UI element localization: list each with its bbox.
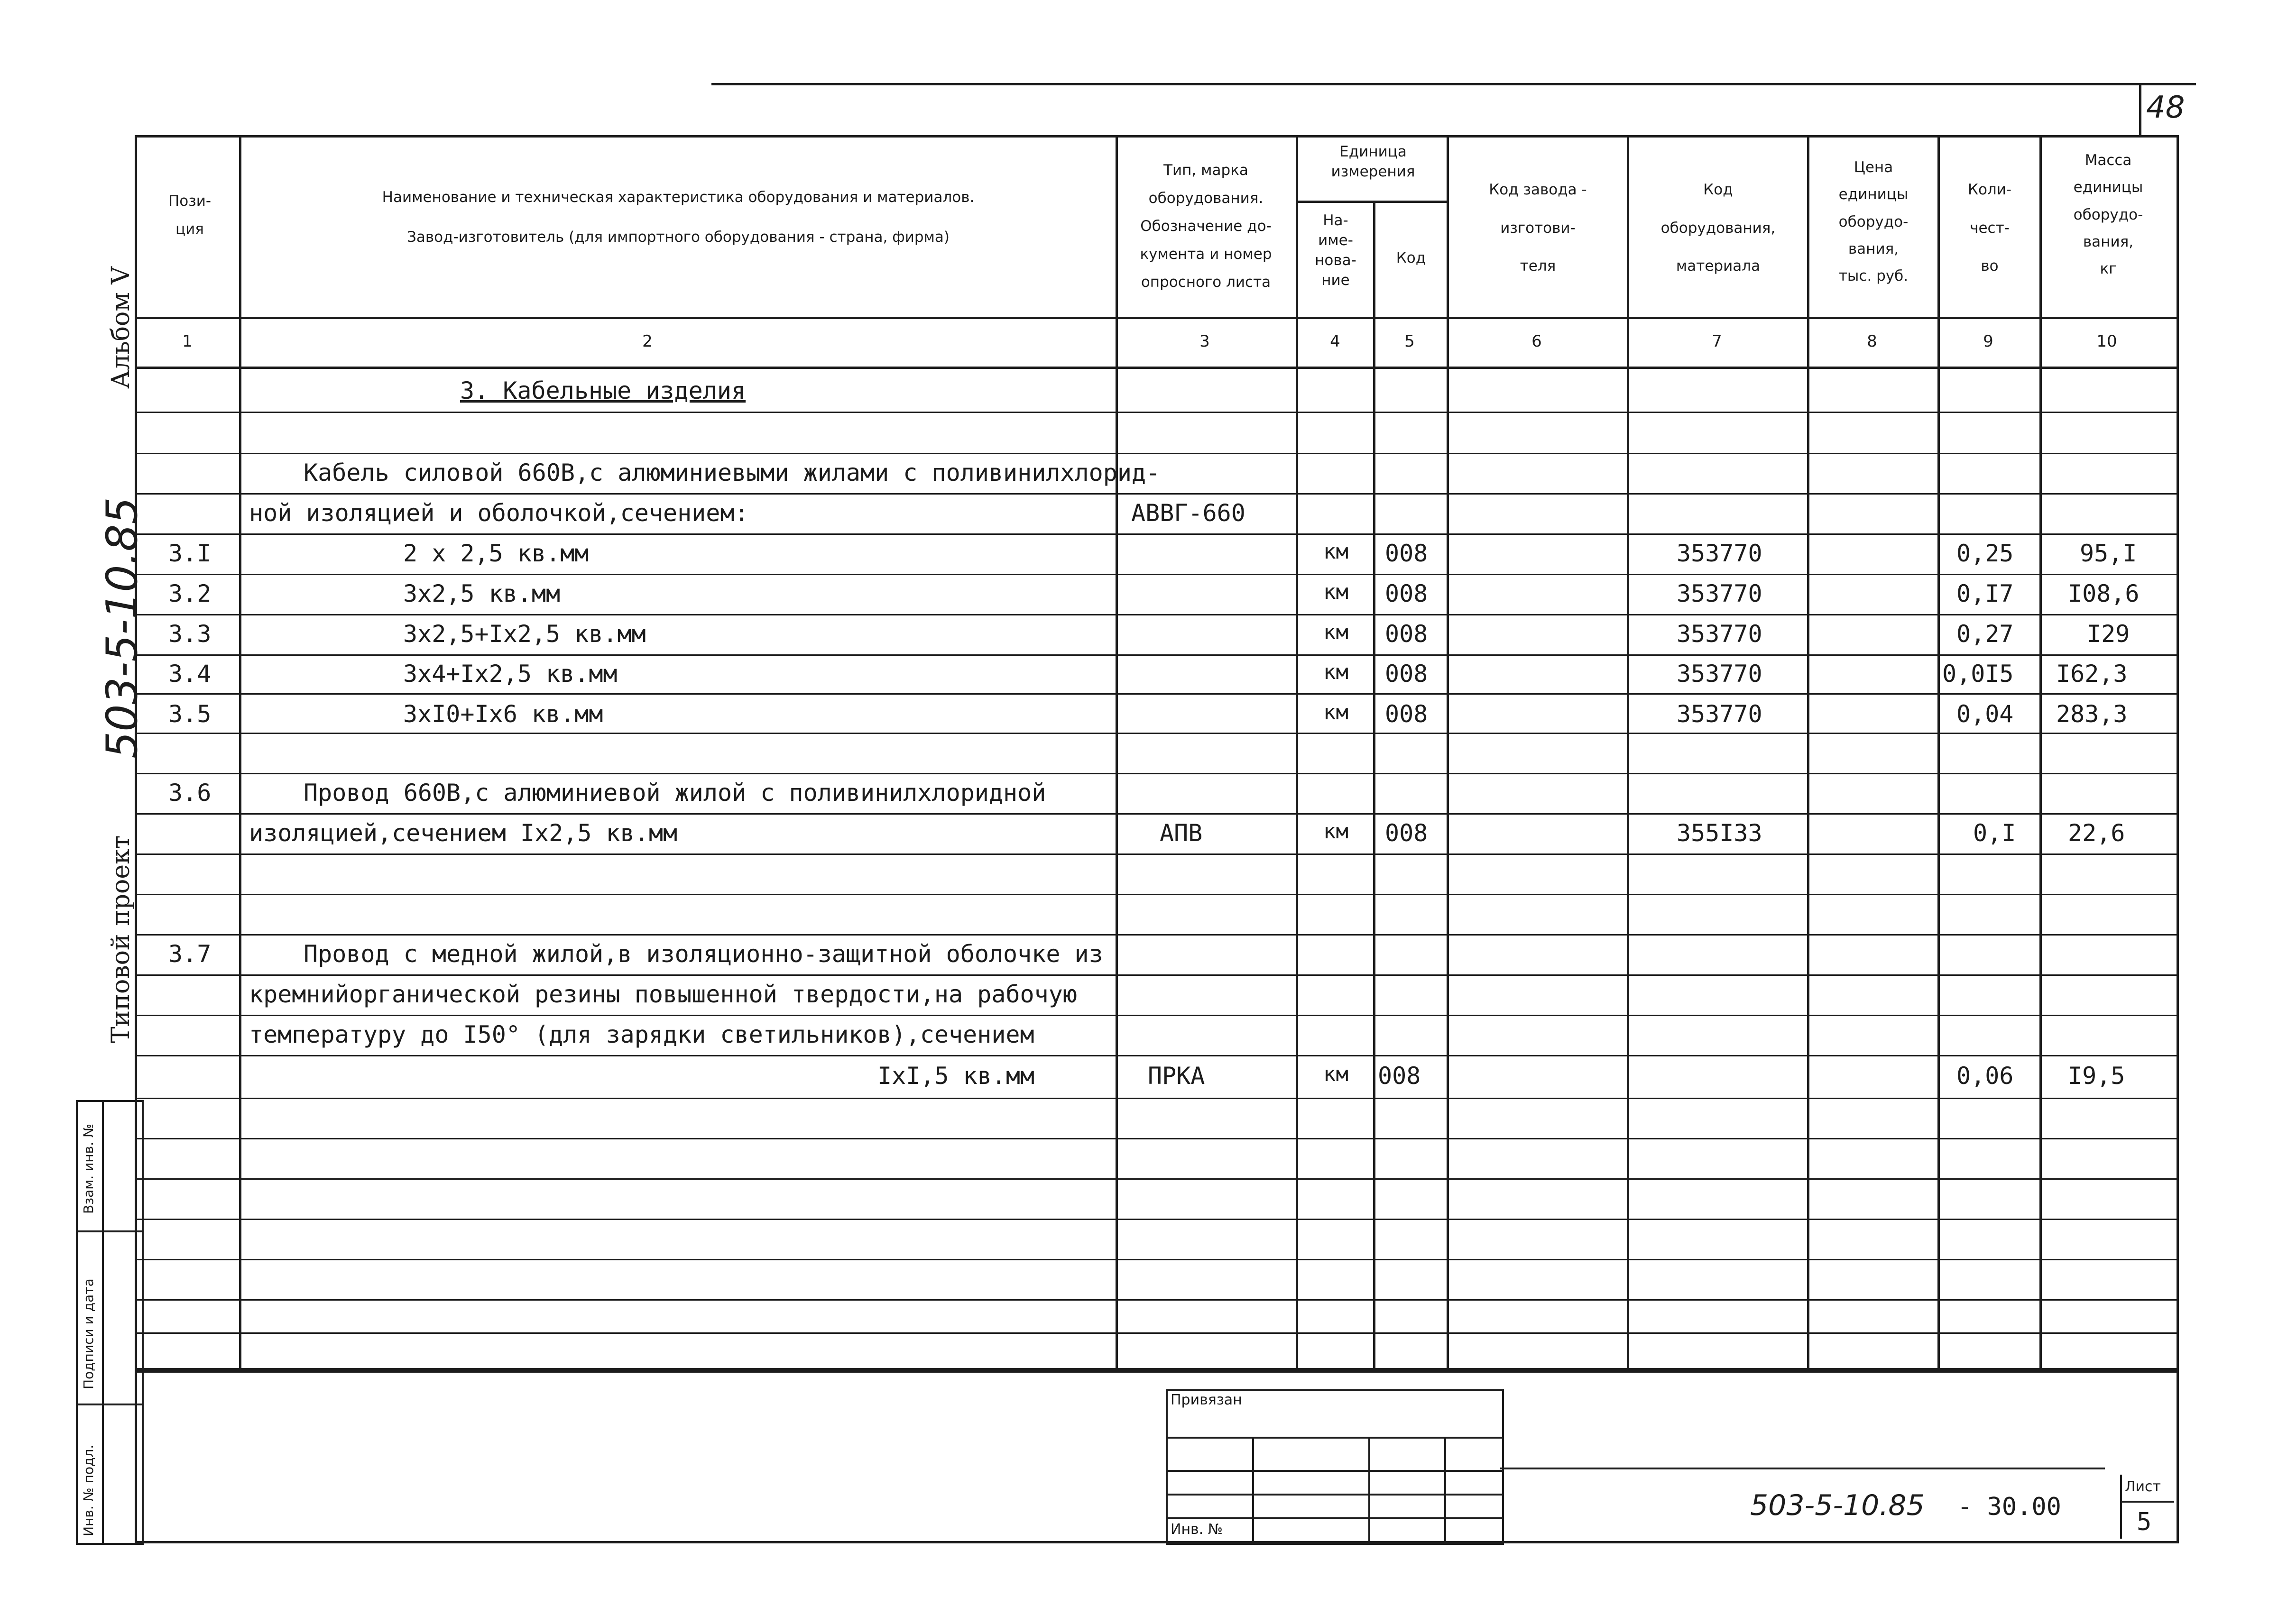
row-position: 3.I xyxy=(168,540,212,567)
document-code-number: 503-5-10.85 xyxy=(1750,1489,1925,1522)
row-mass: 22,6 xyxy=(2068,819,2125,847)
row-quantity: 0,0I5 xyxy=(1942,660,2014,688)
col-line-8 xyxy=(1937,135,1940,1373)
album-label: Альбом V xyxy=(107,266,135,389)
project-code-label: 503-5-10.85 xyxy=(97,497,147,759)
row-mass: I62,3 xyxy=(2056,660,2128,688)
row-line xyxy=(135,1259,2179,1260)
sheet-number-divider xyxy=(2139,83,2141,135)
header-name: Наименование и техническая характеристика оборудования и материалов. Завод-изготовитель (для импортного оборудования - страна, фирма) xyxy=(382,189,975,246)
privyazan-label: Привязан xyxy=(1171,1392,1242,1408)
left-stamp-divider xyxy=(102,1100,104,1543)
col-line-5 xyxy=(1447,135,1449,1373)
colnum-4: 4 xyxy=(1330,332,1340,351)
privyazan-line xyxy=(1166,1494,1502,1496)
col-line-9 xyxy=(2039,135,2042,1373)
header-unit: Единица измерения xyxy=(1331,143,1415,180)
privyazan-line xyxy=(1166,1470,1502,1472)
stamp-title-line xyxy=(1500,1468,2105,1469)
privyazan-line xyxy=(1166,1437,1502,1439)
podpis-label: Подписи и дата xyxy=(81,1278,96,1389)
row-mass: I29 xyxy=(2087,620,2130,648)
list-value: 5 xyxy=(2137,1508,2152,1536)
row-line xyxy=(135,894,2179,895)
col-line-7 xyxy=(1807,135,1809,1373)
row-code: 008 xyxy=(1385,580,1428,607)
row-quantity: 0,06 xyxy=(1956,1062,2014,1090)
row-code: 008 xyxy=(1378,1062,1421,1090)
header-quantity: Коли- чест- во xyxy=(1967,181,2012,275)
row-name: IхI,5 кв.мм xyxy=(877,1062,1035,1090)
document-code-suffix: - 30.00 xyxy=(1957,1493,2061,1521)
row-quantity: 0,I7 xyxy=(1956,580,2014,607)
row-type: ПРКА xyxy=(1148,1062,1205,1090)
colnum-1: 1 xyxy=(182,332,193,351)
row-line xyxy=(135,574,2179,575)
colnum-5: 5 xyxy=(1404,332,1415,351)
row-equipment-code: 353770 xyxy=(1677,540,1762,567)
row-position: 3.2 xyxy=(168,580,212,607)
table-frame xyxy=(135,135,2179,1373)
col-line-2 xyxy=(1116,135,1118,1373)
document-code xyxy=(1750,1489,2061,1522)
row-line xyxy=(135,453,2179,454)
left-stamp-line xyxy=(76,1230,142,1232)
header-mass: Масса единицы оборудо- вания, кг xyxy=(2073,152,2143,278)
left-stamp-line xyxy=(76,1404,142,1405)
row-name: 3х2,5 кв.мм xyxy=(403,580,561,607)
row-position: 3.6 xyxy=(168,779,212,807)
colnum-9: 9 xyxy=(1983,332,1993,351)
header-unit-name: На- име- нова- ние xyxy=(1315,212,1356,289)
row-line xyxy=(135,853,2179,855)
row-name: 3х4+Iх2,5 кв.мм xyxy=(403,660,618,688)
row-line xyxy=(135,1098,2179,1099)
row-line xyxy=(135,654,2179,656)
list-box-line xyxy=(2120,1501,2174,1503)
colnum-7: 7 xyxy=(1712,332,1722,351)
row-unit: км xyxy=(1323,819,1348,844)
row-unit: км xyxy=(1323,700,1348,725)
col-line-1 xyxy=(239,135,241,1373)
row-equipment-code: 355I33 xyxy=(1677,819,1762,847)
row-unit: км xyxy=(1323,540,1348,564)
top-border-line xyxy=(711,83,2196,85)
row-line xyxy=(135,533,2179,535)
row-line xyxy=(135,1299,2179,1301)
header-price: Цена единицы оборудо- вания, тыс. руб. xyxy=(1838,159,1909,285)
privyazan-col xyxy=(1444,1437,1446,1541)
row-mass: 283,3 xyxy=(2056,700,2128,728)
row-unit: км xyxy=(1323,620,1348,644)
privyazan-col xyxy=(1368,1437,1370,1541)
row-position: 3.4 xyxy=(168,660,212,688)
header-bottom-line xyxy=(135,317,2179,319)
header-position: Пози- ция xyxy=(168,193,212,238)
row-line xyxy=(135,493,2179,495)
col-line-6 xyxy=(1627,135,1629,1373)
vzam-label: Взам. инв. № xyxy=(81,1123,96,1214)
row-unit: км xyxy=(1323,1062,1348,1086)
row-line xyxy=(135,614,2179,615)
row-code: 008 xyxy=(1385,700,1428,728)
row-line xyxy=(135,974,2179,976)
col-line-4 xyxy=(1373,202,1375,1373)
row-line xyxy=(135,1332,2179,1334)
row-name: температуру до I50° (для зарядки светильников),сечением xyxy=(249,1021,1034,1048)
row-unit: км xyxy=(1323,580,1348,604)
row-code: 008 xyxy=(1385,620,1428,648)
row-mass: I08,6 xyxy=(2068,580,2140,607)
row-mass: I9,5 xyxy=(2068,1062,2125,1090)
row-line xyxy=(135,773,2179,774)
row-name: кремнийорганической резины повышенной твердости,на рабочую xyxy=(249,981,1077,1008)
row-unit: км xyxy=(1323,660,1348,684)
row-line xyxy=(135,733,2179,734)
privyazan-col xyxy=(1252,1437,1254,1541)
row-line xyxy=(135,412,2179,413)
header-type: Тип, марка оборудования. Обозначение до- кумента и номер опросного листа xyxy=(1140,162,1272,291)
header-unit-code: Код xyxy=(1396,249,1426,266)
inv-label: Инв. № подл. xyxy=(81,1444,96,1536)
row-position: 3.3 xyxy=(168,620,212,648)
row-line xyxy=(135,934,2179,936)
row-line xyxy=(135,813,2179,815)
row-line xyxy=(135,1219,2179,1220)
row-position: 3.7 xyxy=(168,940,212,968)
row-quantity: 0,04 xyxy=(1956,700,2014,728)
row-quantity: 0,27 xyxy=(1956,620,2014,648)
colnum-6: 6 xyxy=(1531,332,1542,351)
colnum-3: 3 xyxy=(1199,332,1210,351)
row-name: Провод 660В,с алюминиевой жилой с поливинилхлоридной xyxy=(304,779,1046,807)
typical-project-label: Типовой проект xyxy=(107,835,135,1043)
sheet-number: 48 xyxy=(2146,90,2185,125)
row-name: 3х2,5+Iх2,5 кв.мм xyxy=(403,620,646,648)
colnum-2: 2 xyxy=(642,332,653,351)
row-equipment-code: 353770 xyxy=(1677,660,1762,688)
row-name: 3хI0+Iх6 кв.мм xyxy=(403,700,603,728)
row-equipment-code: 353770 xyxy=(1677,700,1762,728)
row-line xyxy=(135,1055,2179,1056)
header-equipment-code: Код оборудования, материала xyxy=(1660,181,1776,275)
row-name: изоляцией,сечением Iх2,5 кв.мм xyxy=(249,819,678,847)
row-position: 3.5 xyxy=(168,700,212,728)
row-name: Провод с медной жилой,в изоляционно-защитной оболочке из xyxy=(304,940,1103,968)
row-line xyxy=(135,1138,2179,1139)
row-equipment-code: 353770 xyxy=(1677,620,1762,648)
row-name: ной изоляцией и оболочкой,сечением: xyxy=(249,499,749,527)
section-title: 3. Кабельные изделия xyxy=(460,377,746,404)
inv-no-label: Инв. № xyxy=(1171,1521,1223,1538)
row-line xyxy=(135,693,2179,695)
unit-header-line xyxy=(1296,201,1449,203)
col-line-3 xyxy=(1296,135,1298,1373)
row-quantity: 0,25 xyxy=(1956,540,2014,567)
row-name: Кабель силовой 660В,с алюминиевыми жилами с поливинилхлорид- xyxy=(304,459,1161,486)
colnum-10: 10 xyxy=(2096,332,2117,351)
row-line xyxy=(135,1015,2179,1016)
colnum-8: 8 xyxy=(1867,332,1877,351)
row-line xyxy=(135,1178,2179,1180)
colnum-bottom-line xyxy=(135,367,2179,369)
row-type: АПВ xyxy=(1160,819,1203,847)
row-quantity: 0,I xyxy=(1973,819,2016,847)
header-plant-code: Код завода - изготови- теля xyxy=(1489,181,1587,275)
list-label: Лист xyxy=(2125,1478,2161,1495)
privyazan-line xyxy=(1166,1517,1502,1519)
row-name: 2 х 2,5 кв.мм xyxy=(403,540,589,567)
row-code: 008 xyxy=(1385,819,1428,847)
row-code: 008 xyxy=(1385,660,1428,688)
row-type: АВВГ-660 xyxy=(1131,499,1245,527)
row-mass: 95,I xyxy=(2080,540,2137,567)
row-code: 008 xyxy=(1385,540,1428,567)
row-equipment-code: 353770 xyxy=(1677,580,1762,607)
